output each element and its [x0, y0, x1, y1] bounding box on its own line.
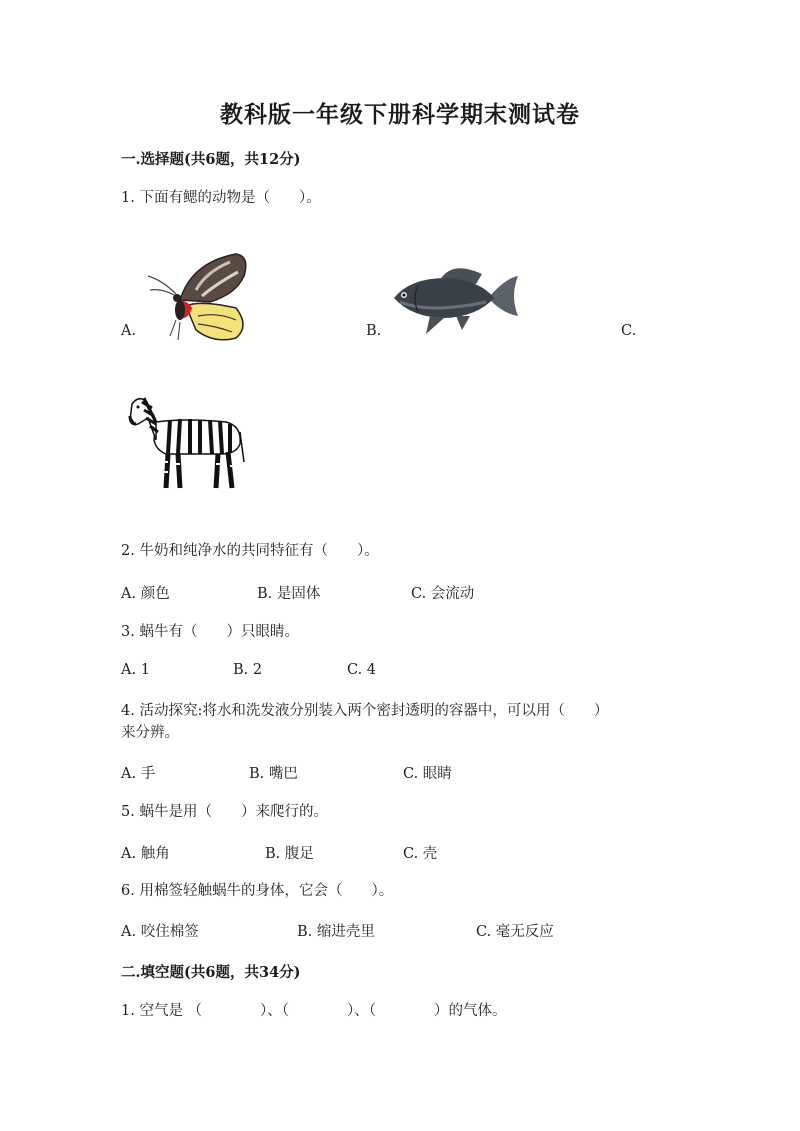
q1-option-b: B. [366, 323, 382, 339]
question-5: 5. 蜗牛是用（ ）来爬行的。 [121, 804, 328, 820]
q2-option-c: C. 会流动 [411, 586, 475, 602]
q4-option-b: B. 嘴巴 [249, 766, 298, 782]
zebra-icon [126, 392, 246, 490]
section-heading-choice: 一.选择题(共6题，共12分) [121, 151, 301, 168]
question-4-line-1: 4. 活动探究:将水和洗发液分别装入两个密封透明的容器中，可以用（ ） [121, 703, 609, 719]
q5-option-a: A. 触角 [121, 846, 170, 862]
q6-option-b: B. 缩进壳里 [297, 924, 375, 940]
q5-option-c: C. 壳 [403, 846, 438, 862]
fish-icon [390, 258, 520, 336]
q5-option-b: B. 腹足 [265, 846, 314, 862]
q1-option-a: A. [121, 323, 137, 339]
q3-option-c: C. 4 [347, 662, 377, 678]
q4-option-a: A. 手 [121, 766, 156, 782]
section-heading-fill: 二.填空题(共6题，共34分) [121, 964, 301, 981]
butterfly-icon [140, 250, 252, 344]
q3-option-b: B. 2 [233, 662, 263, 678]
question-4-line-2: 来分辨。 [121, 725, 179, 741]
q6-option-c: C. 毫无反应 [476, 924, 554, 940]
page-title: 教科版一年级下册科学期末测试卷 [220, 101, 580, 128]
q3-option-a: A. 1 [121, 662, 150, 678]
q4-option-c: C. 眼睛 [403, 766, 452, 782]
q1-option-c: C. [621, 323, 637, 339]
q2-option-a: A. 颜色 [121, 586, 170, 602]
q2-option-b: B. 是固体 [257, 586, 321, 602]
question-3: 3. 蜗牛有（ ）只眼睛。 [121, 624, 299, 640]
question-1: 1. 下面有鳃的动物是（ ）。 [121, 190, 321, 206]
fill-question-1: 1. 空气是 （ ）、（ ）、（ ）的气体。 [121, 1003, 507, 1019]
q6-option-a: A. 咬住棉签 [121, 924, 199, 940]
question-6: 6. 用棉签轻触蜗牛的身体，它会（ ）。 [121, 883, 394, 899]
question-2: 2. 牛奶和纯净水的共同特征有（ ）。 [121, 543, 379, 559]
